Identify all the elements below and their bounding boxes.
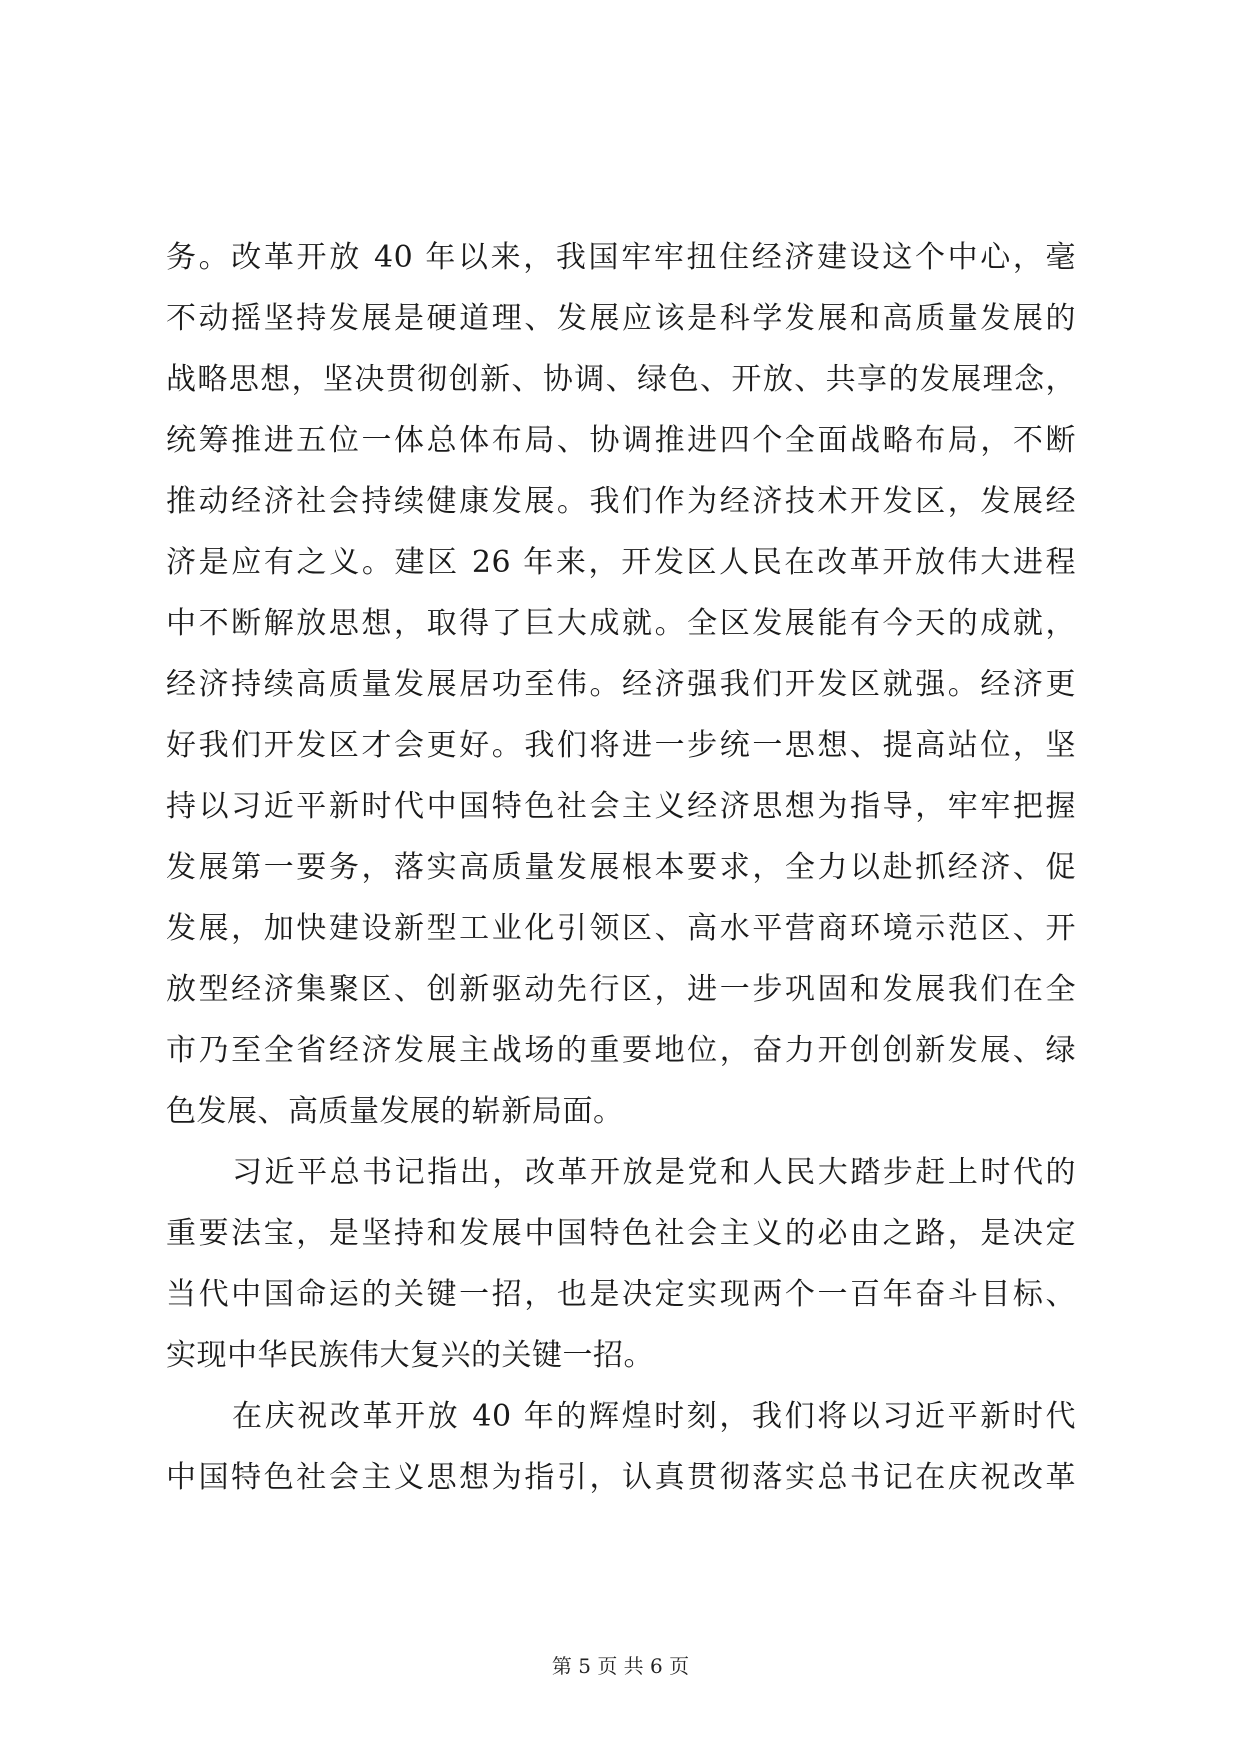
- text-line: 色发展、高质量发展的崭新局面。: [166, 1094, 624, 1129]
- text-line: 习近平总书记指出，改革开放是党和人民大踏步赶上时代的: [232, 1155, 1076, 1190]
- body-text: [166, 227, 1076, 1508]
- text-line: 战略思想，坚决贯彻创新、协调、绿色、开放、共享的发展理念，: [166, 362, 1076, 397]
- text-line: 中国特色社会主义思想为指引，认真贯彻落实总书记在庆祝改革: [166, 1460, 1076, 1495]
- text-line: 不动摇坚持发展是硬道理、发展应该是科学发展和高质量发展的: [166, 301, 1076, 336]
- text-line: 济是应有之义。建区 26 年来，开发区人民在改革开放伟大进程: [166, 545, 1076, 580]
- text-line: 放型经济集聚区、创新驱动先行区，进一步巩固和发展我们在全: [166, 972, 1076, 1007]
- text-line: 市乃至全省经济发展主战场的重要地位，奋力开创创新发展、绿: [166, 1033, 1076, 1068]
- text-line: 经济持续高质量发展居功至伟。经济强我们开发区就强。经济更: [166, 667, 1076, 702]
- text-line: 当代中国命运的关键一招，也是决定实现两个一百年奋斗目标、: [166, 1277, 1076, 1312]
- text-line: 中不断解放思想，取得了巨大成就。全区发展能有今天的成就，: [166, 606, 1076, 641]
- page-number-footer: 第 5 页 共 6 页: [551, 1654, 690, 1678]
- text-line: 在庆祝改革开放 40 年的辉煌时刻，我们将以习近平新时代: [232, 1399, 1076, 1434]
- text-line: 发展，加快建设新型工业化引领区、高水平营商环境示范区、开: [166, 911, 1076, 946]
- text-line: 实现中华民族伟大复兴的关键一招。: [166, 1338, 654, 1373]
- text-line: 统筹推进五位一体总体布局、协调推进四个全面战略布局，不断: [166, 423, 1076, 458]
- text-line: 发展第一要务，落实高质量发展根本要求，全力以赴抓经济、促: [166, 850, 1076, 885]
- text-line: 重要法宝，是坚持和发展中国特色社会主义的必由之路，是决定: [166, 1216, 1076, 1251]
- text-line: 务。改革开放 40 年以来，我国牢牢扭住经济建设这个中心，毫: [166, 240, 1076, 275]
- text-line: 持以习近平新时代中国特色社会主义经济思想为指导，牢牢把握: [166, 789, 1076, 824]
- text-line: 推动经济社会持续健康发展。我们作为经济技术开发区，发展经: [166, 484, 1076, 519]
- text-line: 好我们开发区才会更好。我们将进一步统一思想、提高站位，坚: [166, 728, 1076, 763]
